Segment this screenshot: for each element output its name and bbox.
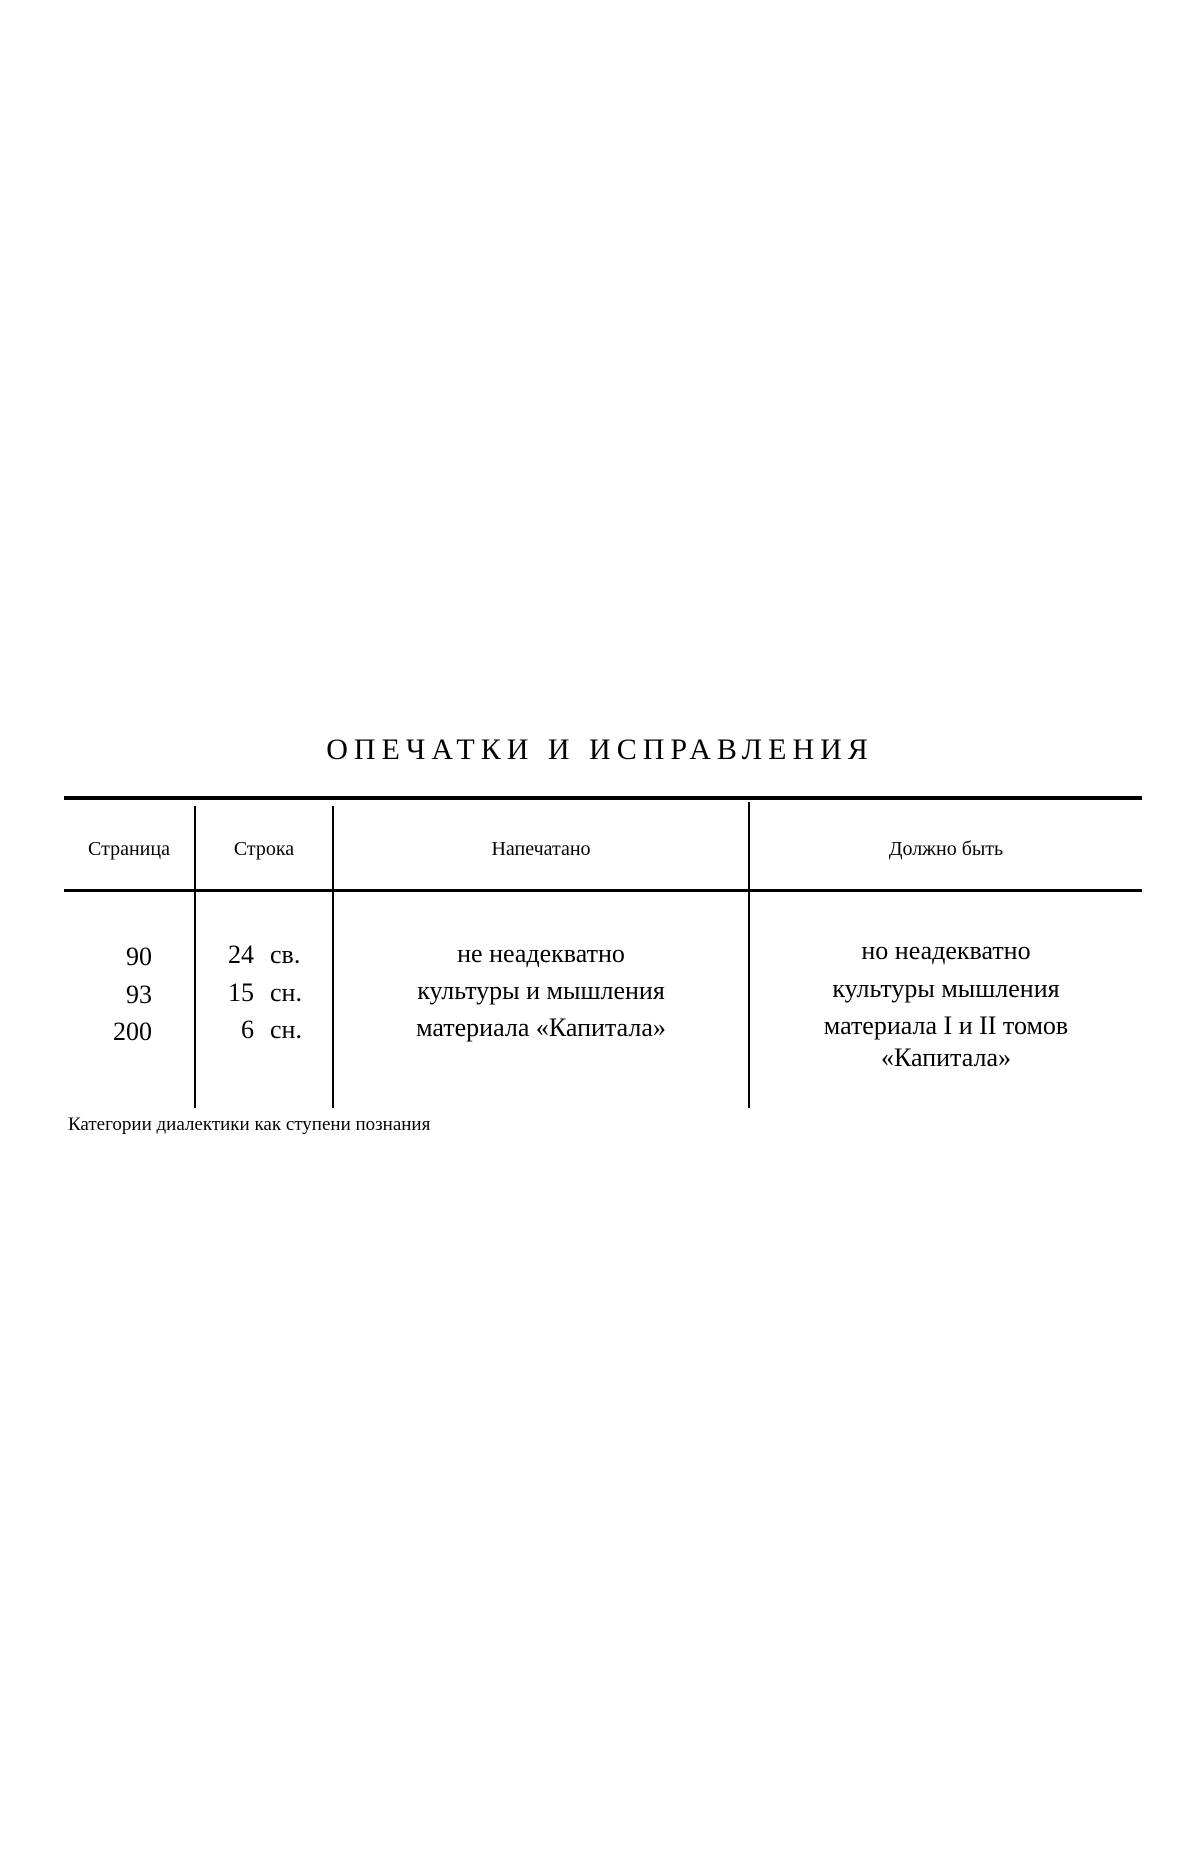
row-line-direction-cell: св.: [270, 940, 301, 969]
table-top-rule: [64, 796, 1142, 800]
page-title: ОПЕЧАТКИ И ИСПРАВЛЕНИЯ: [326, 733, 874, 766]
header-line: Строка: [233, 838, 295, 860]
row-should-be-cell-continued: «Капитала»: [881, 1043, 1011, 1072]
row-should-be-cell: материала I и II томов: [823, 1011, 1069, 1040]
row-page-cell: 200: [113, 1017, 152, 1046]
row-should-be-cell: культуры мышления: [832, 974, 1060, 1003]
row-line-number-cell: 24: [228, 940, 254, 969]
row-page-cell: 90: [126, 942, 152, 971]
row-line-number-cell: 6: [241, 1015, 254, 1044]
header-should-be: Должно быть: [888, 838, 1004, 860]
running-footer-caption: Категории диалектики как ступени познания: [68, 1114, 431, 1135]
row-printed-cell: культуры и мышления: [417, 976, 665, 1005]
row-line-direction-cell: сн.: [270, 1015, 302, 1044]
row-should-be-cell: но неадекватно: [861, 936, 1031, 965]
table-header-rule: [64, 889, 1142, 892]
header-printed: Напечатано: [491, 838, 591, 860]
row-page-cell: 93: [126, 980, 152, 1009]
row-printed-cell: не неадекватно: [457, 939, 625, 968]
row-line-direction-cell: сн.: [270, 978, 302, 1007]
header-page: Страница: [88, 838, 170, 860]
row-line-number-cell: 15: [228, 978, 254, 1007]
row-printed-cell: материала «Капитала»: [416, 1013, 666, 1042]
